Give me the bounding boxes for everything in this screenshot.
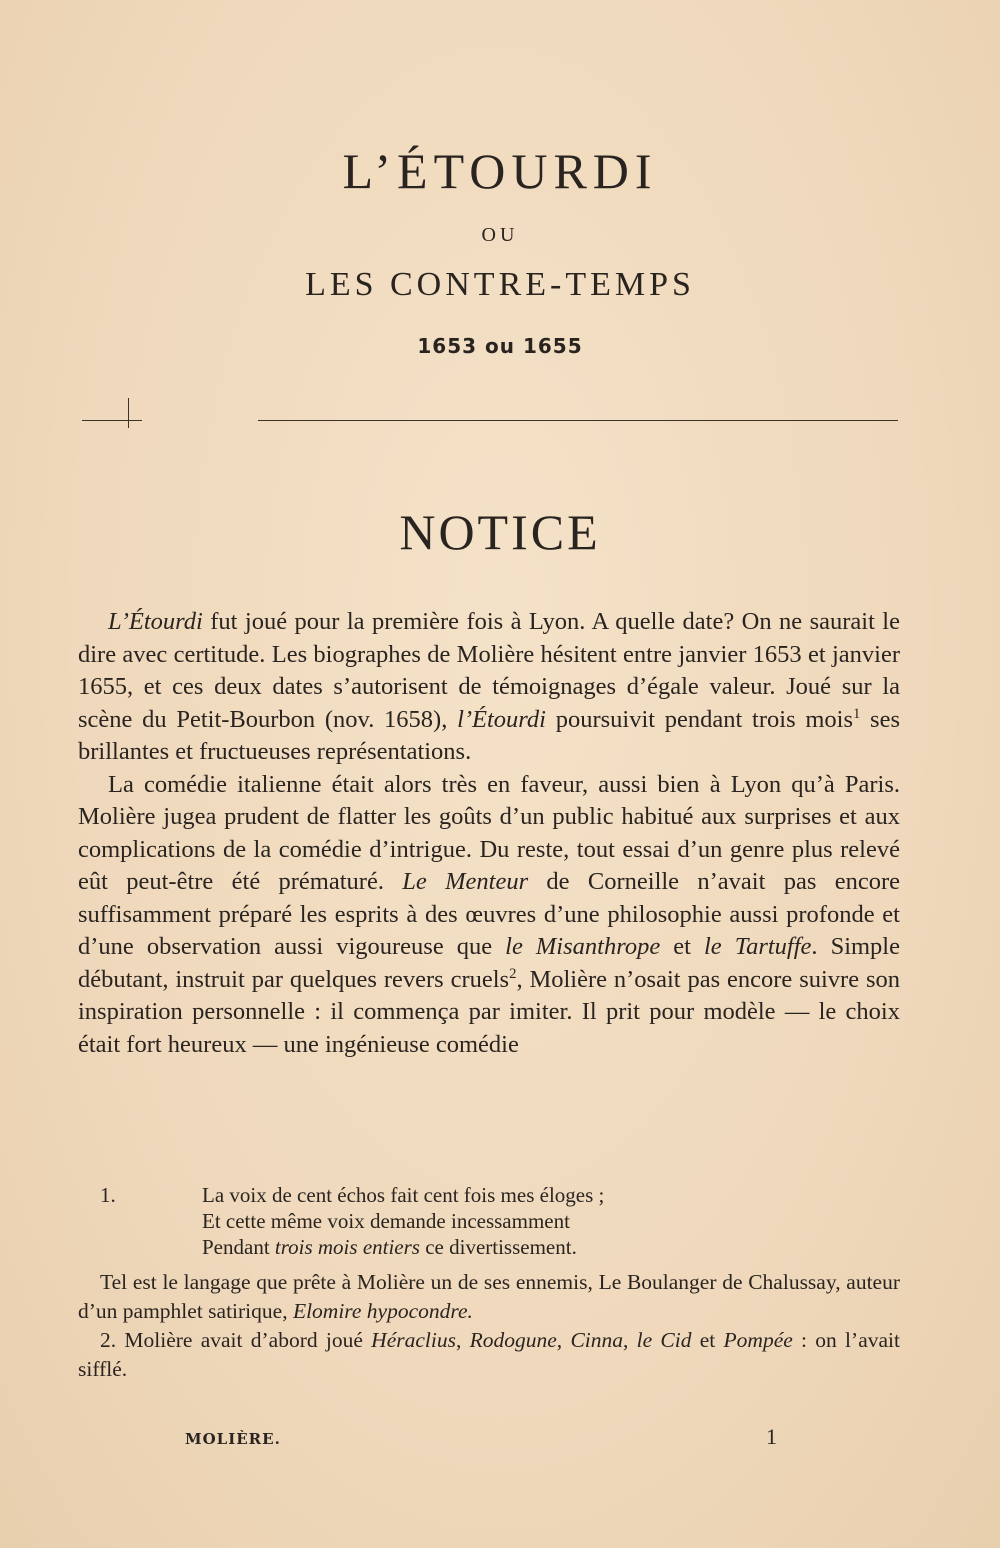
text-span: poursuivit pendant trois mois	[545, 705, 853, 733]
text-span: 2. Molière avait d’abord joué	[100, 1328, 372, 1352]
title-conjunction: OU	[481, 224, 519, 246]
text-span: ,	[455, 1328, 470, 1352]
play-dates: 1653 ou 1655	[417, 334, 583, 358]
work-title: le Misanthrope	[505, 933, 661, 960]
work-title: le Tartuffe	[703, 933, 812, 960]
play-title: L’ÉTOURDI	[342, 143, 658, 199]
work-title: le Cid	[636, 1328, 692, 1352]
text-span: La comédie italienne était alors très en faveur, aussi bien à Lyon qu’à Paris. Molière jugea prudent de flatter les goûts d’un public habitué aux surprises et aux complications de la comédie d’intrigue. Du reste, tout essai d’un genre plus relevé eût peut-être été prématuré.	[78, 770, 900, 895]
footnotes	[78, 1268, 900, 1384]
work-title: Rodogune	[469, 1328, 557, 1352]
text-span: : on l’avait sifflé.	[78, 1328, 900, 1381]
divider-tick	[128, 398, 129, 428]
text-span: ,	[556, 1328, 571, 1352]
work-title: Le Menteur	[402, 868, 529, 895]
work-title: Elomire hypocondre.	[292, 1299, 473, 1323]
text-span: . Simple débutant, instruit par quelques revers cruels	[78, 933, 900, 993]
verse-line	[202, 1234, 882, 1260]
work-title: l’Étourdi	[457, 705, 546, 733]
notice-body	[78, 606, 900, 1061]
text-span: Tel est le langage que prête à Molière un de ses ennemis, Le Boulanger de Chalussay, auteur d’un pamphlet satirique,	[78, 1270, 900, 1323]
work-title: Héraclius	[371, 1328, 456, 1352]
footnote-1-text	[78, 1268, 900, 1326]
running-footer-author: MOLIÈRE.	[185, 1430, 281, 1448]
text-span: ses brillantes et fructueuses représentations.	[78, 705, 900, 765]
verse-line: Et cette même voix demande incessamment	[202, 1209, 570, 1233]
emphasis: trois mois entiers	[274, 1235, 420, 1259]
divider-rule	[258, 420, 898, 421]
text-span: , Molière n’osait pas encore suivre son inspiration personnelle : il commença par imiter. Il prit pour modèle — le choix était fort heureux — une ingénieuse comédie	[78, 965, 900, 1058]
paragraph-2	[78, 769, 900, 1062]
page-number: 1	[766, 1424, 777, 1449]
footnote-2	[78, 1326, 900, 1384]
text-span: de Corneille n’avait pas encore suffisamment préparé les esprits à des œuvres d’une philosophie aussi profonde et d’une observation aussi vigoureuse que	[78, 868, 900, 960]
work-title: L’Étourdi	[108, 608, 203, 635]
play-subtitle: LES CONTRE-TEMPS	[305, 266, 695, 303]
paragraph-1	[78, 606, 900, 769]
verse-quote	[202, 1182, 882, 1260]
footnote-number: 1.	[100, 1183, 116, 1207]
notice-heading: NOTICE	[399, 504, 601, 560]
work-title: Pompée	[723, 1328, 793, 1352]
text-span: et	[691, 1328, 724, 1352]
work-title: Cinna	[570, 1328, 624, 1352]
footnote-ref: 2	[509, 965, 517, 982]
text-span: ce divertissement.	[419, 1235, 577, 1259]
text-span: ,	[623, 1328, 637, 1352]
verse-line: La voix de cent échos fait cent fois mes éloges ;	[202, 1183, 605, 1207]
text-span: Pendant	[202, 1235, 275, 1259]
text-span: fut joué pour la première fois à Lyon. A quelle date? On ne saurait le dire avec certitude. Les biographes de Molière hésitent entre janvier 1653 et janvier 1655, et ces deux dates s’autorisent de témoignages d’égale valeur. Joué sur la scène du Petit-Bourbon (nov. 1658),	[78, 608, 900, 733]
footnote-ref: 1	[852, 705, 861, 722]
text-span: et	[660, 933, 704, 960]
divider-rule-left	[82, 420, 142, 421]
